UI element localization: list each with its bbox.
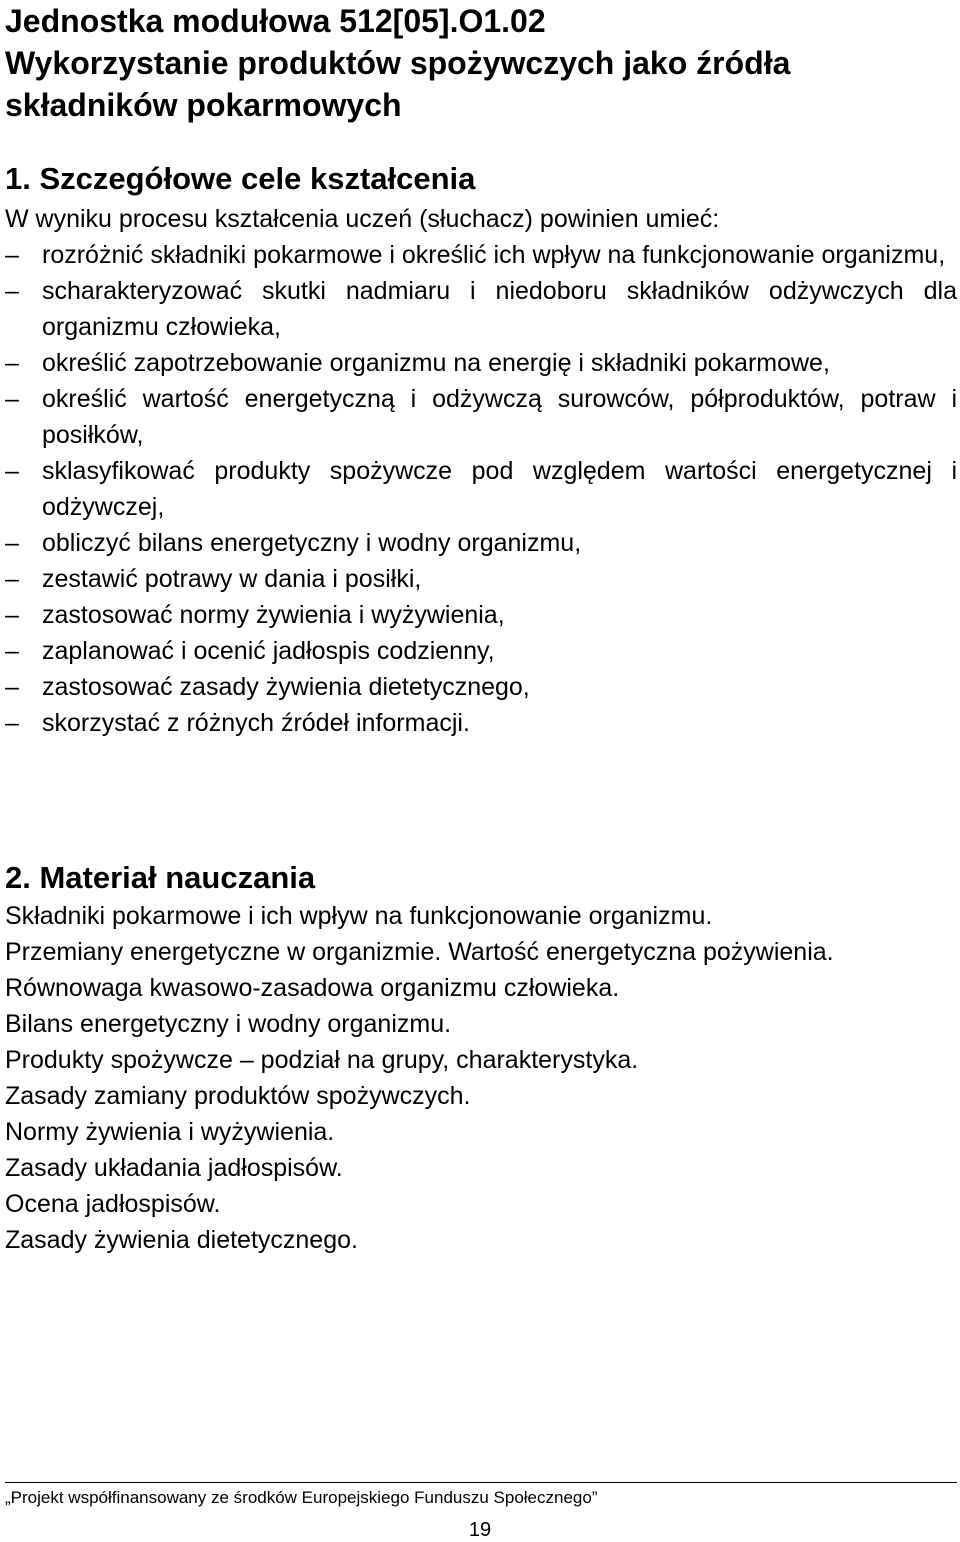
dash-bullet: – [5, 529, 19, 557]
objective-text: zestawić potrawy w dania i posiłki, [42, 565, 422, 593]
title-line-module: Jednostka modułowa 512[05].O1.02 [5, 3, 546, 39]
dash-bullet: – [5, 241, 19, 269]
dash-bullet: – [5, 349, 19, 377]
objective-text: zastosować normy żywienia i wyżywienia, [42, 601, 505, 629]
list-item [5, 345, 957, 381]
dash-bullet: – [5, 565, 19, 593]
document-title [5, 0, 955, 126]
footer-divider [5, 1482, 957, 1483]
objectives-intro: W wyniku procesu kształcenia uczeń (słuchacz) powinien umieć: [5, 205, 720, 233]
objective-text: obliczyć bilans energetyczny i wodny organizmu, [42, 529, 582, 557]
dash-bullet: – [5, 637, 19, 665]
dash-bullet: – [5, 601, 19, 629]
list-item [5, 669, 957, 705]
material-list [5, 898, 957, 1258]
list-item [5, 237, 957, 273]
list-item [5, 705, 957, 741]
objective-text: scharakteryzować skutki nadmiaru i niedoboru składników odżywczych dla organizmu człowieka, [42, 277, 957, 341]
title-line-name-1: Wykorzystanie produktów spożywczych jako źródła [5, 45, 791, 81]
objectives-list [5, 237, 957, 741]
list-item: Zasady zamiany produktów spożywczych. [5, 1082, 471, 1110]
objective-text: zastosować zasady żywienia dietetycznego, [42, 673, 530, 701]
list-item [5, 273, 957, 345]
section-heading-objectives: 1. Szczegółowe cele kształcenia [5, 161, 476, 196]
footer-funding-note: „Projekt współfinansowany ze środków Europejskiego Funduszu Społecznego” [5, 1488, 598, 1507]
list-item [5, 525, 957, 561]
list-item: Równowaga kwasowo-zasadowa organizmu człowieka. [5, 974, 620, 1002]
list-item: Zasady układania jadłospisów. [5, 1154, 343, 1182]
list-item [5, 381, 957, 453]
list-item [5, 561, 957, 597]
list-item: Składniki pokarmowe i ich wpływ na funkcjonowanie organizmu. [5, 902, 713, 930]
page-number: 19 [468, 1519, 492, 1541]
list-item [5, 453, 957, 525]
list-item: Ocena jadłospisów. [5, 1190, 221, 1218]
section-heading-material: 2. Materiał nauczania [5, 860, 316, 895]
dash-bullet: – [5, 385, 19, 413]
objective-text: rozróżnić składniki pokarmowe i określić ich wpływ na funkcjonowanie organizmu, [42, 241, 946, 269]
objective-text: skorzystać z różnych źródeł informacji. [42, 709, 470, 737]
list-item: Przemiany energetyczne w organizmie. Wartość energetyczna pożywienia. [5, 938, 834, 966]
objective-text: określić wartość energetyczną i odżywczą surowców, półproduktów, potraw i posiłków, [42, 385, 957, 449]
list-item: Zasady żywienia dietetycznego. [5, 1226, 358, 1254]
list-item: Produkty spożywcze – podział na grupy, charakterystyka. [5, 1046, 639, 1074]
dash-bullet: – [5, 673, 19, 701]
objective-text: zaplanować i ocenić jadłospis codzienny, [42, 637, 495, 665]
dash-bullet: – [5, 709, 19, 737]
objective-text: określić zapotrzebowanie organizmu na energię i składniki pokarmowe, [42, 349, 830, 377]
list-item [5, 597, 957, 633]
dash-bullet: – [5, 457, 19, 485]
dash-bullet: – [5, 277, 19, 305]
list-item: Bilans energetyczny i wodny organizmu. [5, 1010, 452, 1038]
objective-text: sklasyfikować produkty spożywcze pod względem wartości energetycznej i odżywczej, [42, 457, 957, 521]
title-line-name-2: składników pokarmowych [5, 87, 402, 123]
list-item: Normy żywienia i wyżywienia. [5, 1118, 335, 1146]
list-item [5, 633, 957, 669]
